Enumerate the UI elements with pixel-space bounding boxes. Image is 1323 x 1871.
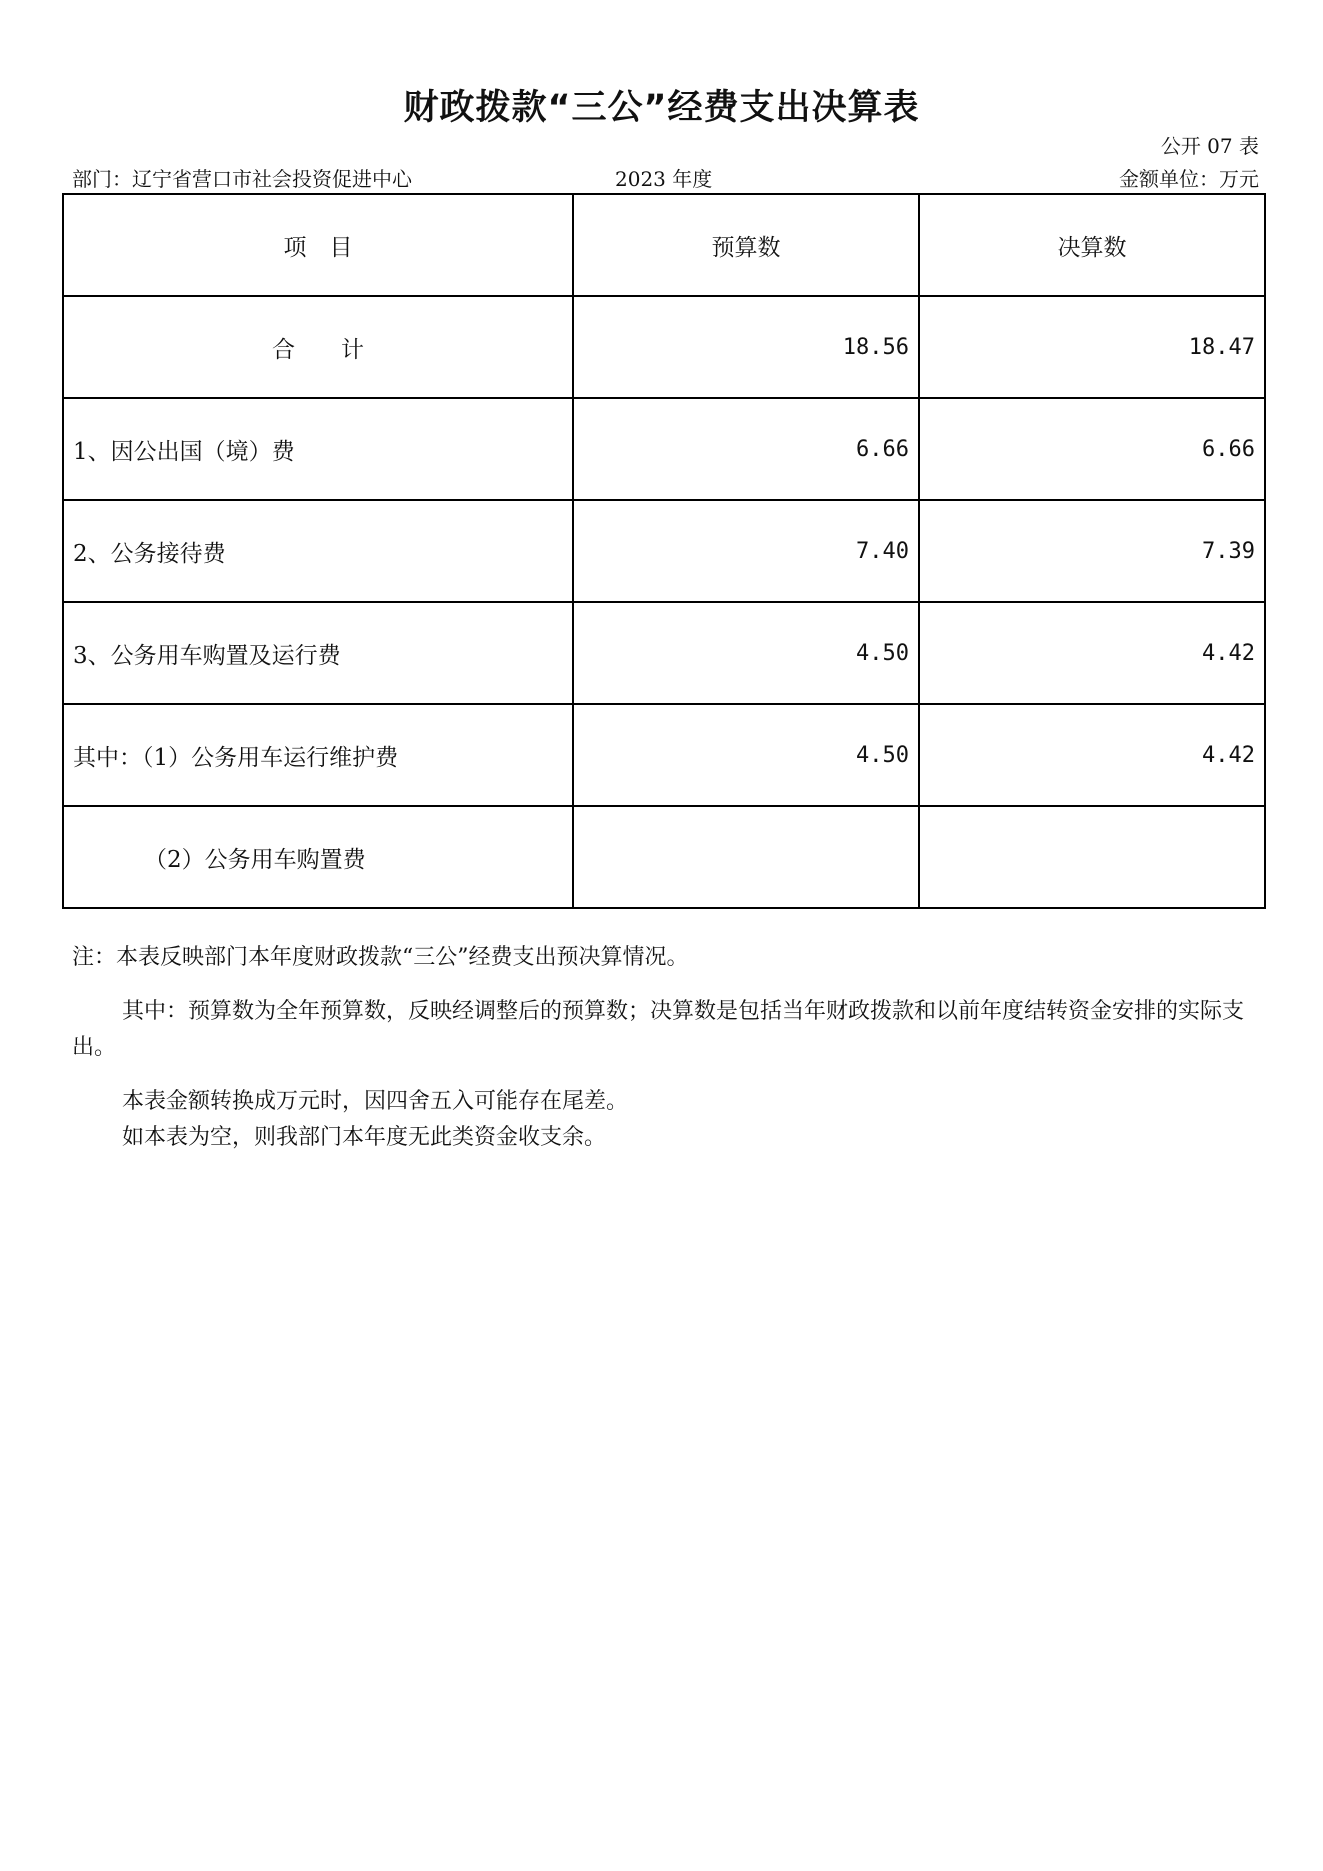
notes-section — [72, 940, 1260, 1156]
table-row — [63, 704, 1265, 806]
row-final: 6.66 — [919, 398, 1265, 500]
expense-table — [62, 193, 1266, 909]
row-final: 7.39 — [919, 500, 1265, 602]
row-budget: 4.50 — [573, 704, 919, 806]
header-item: 项 目 — [63, 194, 573, 296]
row-budget: 4.50 — [573, 602, 919, 704]
department-label: 部门：辽宁省营口市社会投资促进中心 — [72, 167, 412, 191]
note-text: 其中：预算数为全年预算数，反映经调整后的预算数；决算数是包括当年财政拨款和以前年度结转资金安排的实际支出。 — [72, 999, 1245, 1060]
row-budget — [573, 806, 919, 908]
row-label: 其中：（1）公务用车运行维护费 — [63, 704, 573, 806]
row-budget: 7.40 — [573, 500, 919, 602]
header-budget: 预算数 — [573, 194, 919, 296]
row-budget: 18.56 — [573, 296, 919, 398]
table-number: 公开 07 表 — [1160, 134, 1259, 158]
table-row-total — [63, 296, 1265, 398]
row-final: 4.42 — [919, 704, 1265, 806]
table-row — [63, 806, 1265, 908]
row-label: 3、公务用车购置及运行费 — [63, 602, 573, 704]
row-label: 合 计 — [63, 296, 573, 398]
note-text: 本表金额转换成万元时，因四舍五入可能存在尾差。 — [122, 1089, 629, 1114]
table-row — [63, 500, 1265, 602]
row-final: 4.42 — [919, 602, 1265, 704]
page-title: 财政拨款“三公”经费支出决算表 — [403, 88, 920, 128]
row-budget: 6.66 — [573, 398, 919, 500]
table-row — [63, 398, 1265, 500]
row-label: （2）公务用车购置费 — [63, 806, 573, 908]
header-final: 决算数 — [919, 194, 1265, 296]
table-row — [63, 602, 1265, 704]
amount-unit: 金额单位：万元 — [1119, 167, 1259, 191]
table-header-row — [63, 194, 1265, 296]
row-label: 2、公务接待费 — [63, 500, 573, 602]
row-final — [919, 806, 1265, 908]
row-label: 1、因公出国（境）费 — [63, 398, 573, 500]
note-text: 注：本表反映部门本年度财政拨款“三公”经费支出预决算情况。 — [72, 945, 689, 970]
fiscal-year: 2023 年度 — [615, 167, 713, 191]
row-final: 18.47 — [919, 296, 1265, 398]
note-text: 如本表为空，则我部门本年度无此类资金收支余。 — [122, 1125, 607, 1150]
